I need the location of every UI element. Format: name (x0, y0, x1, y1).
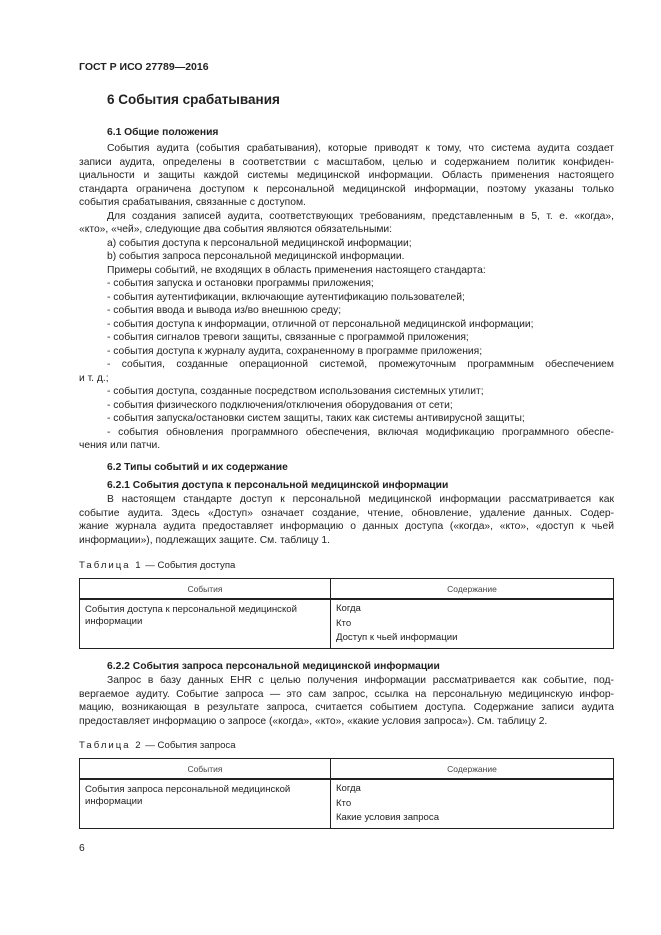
text-line: Для создания записей аудита, соответствующих требованиям, представленным в 5, т. е. «когда», (107, 210, 614, 222)
text-line: - события физического подключения/отключения оборудования от сети; (107, 399, 453, 411)
text-line: Запрос в базу данных EHR с целью получения информации рассматривается как событие, под- (107, 675, 614, 686)
table-header-events: События (80, 579, 331, 600)
content-item: Доступ к чьей информации (335, 632, 458, 643)
table-1-label: Таблица 1 (79, 560, 143, 571)
text-line: - события аутентификации, включающие аутентификацию пользователей; (107, 291, 465, 303)
table-row (80, 599, 614, 648)
table-header-content: Содержание (330, 759, 613, 780)
text-line: - события доступа, созданные посредством использования системных утилит; (107, 386, 484, 397)
text-line: - события запуска/остановки систем защиты, таких как системы антивирусной защиты; (107, 413, 525, 424)
table-header-events: События (80, 759, 331, 780)
text-line: - события ввода и вывода из/во внешнюю среду; (107, 305, 342, 316)
table-cell-event: События доступа к персональной медицинской информации (80, 599, 331, 648)
text-line: и т. д.; (79, 372, 109, 384)
page-number: 6 (79, 843, 85, 854)
text-line: стандарта ограничена доступом к персональной медицинской информации, поэтому указаны только (79, 183, 614, 195)
table-cell-content (330, 599, 613, 648)
table-2-caption (79, 740, 236, 751)
content-item: Кто (335, 797, 352, 809)
document-header: ГОСТ Р ИСО 27789—2016 (79, 61, 209, 73)
text-line: Примеры событий, не входящих в область применения настоящего стандарта: (107, 264, 486, 276)
text-line: предоставляет информацию о запросе («когда», «кто», «какие условия запроса»). См. таблицу 2. (79, 715, 548, 727)
content-item: Когда (335, 603, 361, 614)
text-line: чения или патчи. (79, 440, 161, 451)
table-2 (79, 758, 614, 829)
text-line: жание журнала аудита предоставляет информацию о данных доступа («когда», «кто», «доступ к чьей (79, 521, 614, 532)
text-line: циальности и защиты каждой системы медицинской информации. Область применения настоящего (79, 170, 614, 181)
table-1 (79, 578, 614, 649)
text-line: «кто», «чей», следующие два события являются обязательными: (79, 224, 393, 235)
content-item: Кто (335, 617, 352, 629)
subsection-6-2-1-body (79, 493, 614, 547)
subsection-6-2-2-body (79, 674, 614, 728)
text-line: записи аудита, определены в соответствии с масштабом, целью и содержанием политик конфиден- (79, 156, 614, 168)
table-row (80, 779, 614, 828)
table-2-label: Таблица 2 (79, 740, 143, 751)
text-line: вергаемое аудиту. Событие запроса — это сам запрос, ссылка на персональную медицинскую инфор- (79, 688, 614, 700)
table-header-content: Содержание (330, 579, 613, 600)
table-1-caption (79, 560, 235, 571)
text-line: мацию, возникающая в результате запроса, считается событием доступа. Содержание записи аудита (79, 702, 614, 713)
text-line: событие аудита. Здесь «Доступ» означает создание, чтение, обновление, удаление данных. Содер- (79, 507, 614, 519)
text-line: события срабатывания, связанные с доступом. (79, 197, 306, 208)
text-line: - события, созданные операционной системой, промежуточным программным обеспечением (107, 359, 614, 370)
text-line: - события обновления программного обеспечения, включая модификацию программного обеспе- (107, 426, 614, 438)
table-1-title: — События доступа (142, 560, 236, 571)
section-title: 6 События срабатывания (107, 92, 280, 107)
subsection-6-1-body (79, 142, 614, 453)
text-line: информации»), подлежащих защите. См. таблицу 1. (79, 534, 330, 546)
table-cell-event: События запроса персональной медицинской информации (80, 779, 331, 828)
text-line: - события доступа к журналу аудита, сохраненному в программе приложения; (107, 345, 483, 357)
text-line: b) события запроса персональной медицинской информации. (107, 251, 405, 262)
subsection-6-2-title: 6.2 Типы событий и их содержание (107, 462, 288, 473)
table-2-title: — События запроса (142, 740, 236, 751)
content-item: Когда (335, 783, 361, 794)
text-line: a) события доступа к персональной медицинской информации; (107, 237, 412, 249)
text-line: - события сигналов тревоги защиты, связанные с программой приложения; (107, 332, 469, 343)
text-line: - события доступа к информации, отличной от персональной медицинской информации; (107, 318, 534, 330)
content-item: Какие условия запроса (335, 812, 440, 823)
text-line: - события запуска и остановки программы приложения; (107, 278, 374, 289)
subsection-6-2-1-title: 6.2.1 События доступа к персональной медицинской информации (107, 480, 449, 491)
subsection-6-1-title: 6.1 Общие положения (107, 127, 219, 138)
text-line: В настоящем стандарте доступ к персональной медицинской информации рассматривается как (107, 494, 614, 505)
table-cell-content (330, 779, 613, 828)
text-line: События аудита (события срабатывания), которые приводят к тому, что система аудита создает (107, 143, 614, 154)
subsection-6-2-2-title: 6.2.2 События запроса персональной медицинской информации (107, 661, 440, 672)
